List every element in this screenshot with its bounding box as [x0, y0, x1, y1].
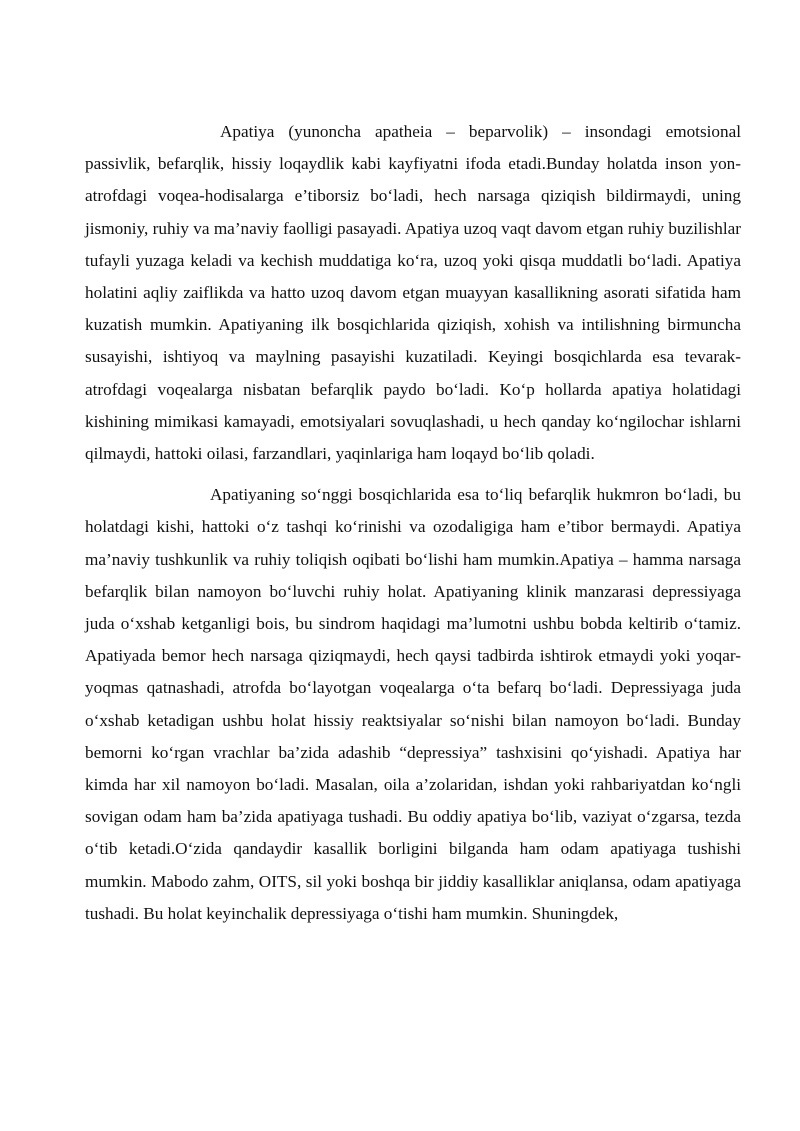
paragraph-1: Apatiya (yunoncha apatheia – beparvolik) – insondagi emotsional passivlik, befarqlik, hissiy loqaydlik kabi kayfiyatni ifoda etadi.Bunday holatda inson yon-atrofdagi voqea-hodisalarga e’tiborsiz bo‘ladi, hech narsaga qiziqish bildirmaydi, uning jismoniy, ruhiy va ma’naviy faolligi pasayadi. Apatiya uzoq vaqt davom etgan ruhiy buzilishlar tufayli yuzaga keladi va kechish muddatiga ko‘ra, uzoq yoki qisqa muddatli bo‘ladi. Apatiya holatini aqliy zaiflikda va hatto uzoq davom etgan muayyan kasallikning asorati sifatida ham kuzatish mumkin. Apatiyaning ilk bosqichlarida qiziqish, xohish va intilishning birmuncha susayishi, ishtiyoq va maylning pasayishi kuzatiladi. Keyingi bosqichlarda esa tevarak-atrofdagi voqealarga nisbatan befarqlik paydo bo‘ladi. Ko‘p hollarda apatiya holatidagi kishining mimikasi kamayadi, emotsiyalari sovuqlashadi, u hech qanday ko‘ngilochar ishlarni qilmaydi, hattoki oilasi, farzandlari, yaqinlariga ham loqayd bo‘lib qoladi. [85, 122, 741, 464]
body-text [85, 116, 741, 930]
paragraph-2: Apatiyaning so‘nggi bosqichlarida esa to‘liq befarqlik hukmron bo‘ladi, bu holatdagi kishi, hattoki o‘z tashqi ko‘rinishi va ozodaligiga ham e’tibor bermaydi. Apatiya ma’naviy tushkunlik va ruhiy toliqish oqibati bo‘lishi ham mumkin.Apatiya – hamma narsaga befarqlik bilan namoyon bo‘luvchi ruhiy holat. Apatiyaning klinik manzarasi depressiyaga juda o‘xshab ketganligi bois, bu sindrom haqidagi ma’lumotni ushbu bobda keltirib o‘tamiz. Apatiyada bemor hech narsaga qiziqmaydi, hech qaysi tadbirda ishtirok etmaydi yoki yoqar-yoqmas qatnashadi, atrofda bo‘layotgan voqealarga o‘ta befarq bo‘ladi. Depressiyaga juda o‘xshab ketadigan ushbu holat hissiy reaktsiyalar so‘nishi bilan namoyon bo‘ladi. Bunday bemorni ko‘rgan vrachlar ba’zida adashib “depressiya” tashxisini qo‘yishadi. Apatiya har kimda har xil namoyon bo‘ladi. Masalan, oila a’zolaridan, ishdan yoki rahbariyatdan ko‘ngli sovigan odam ham ba’zida apatiyaga tushadi. Bu oddiy apatiya bo‘lib, vaziyat o‘zgarsa, tezda o‘tib ketadi.O‘zida qandaydir kasallik borligini bilganda ham odam apatiyaga tushishi mumkin. Mabodo zahm, OITS, sil yoki boshqa bir jiddiy kasalliklar aniqlansa, odam apatiyaga tushadi. Bu holat keyinchalik depressiyaga o‘tishi ham mumkin. Shuningdek, [85, 485, 741, 923]
